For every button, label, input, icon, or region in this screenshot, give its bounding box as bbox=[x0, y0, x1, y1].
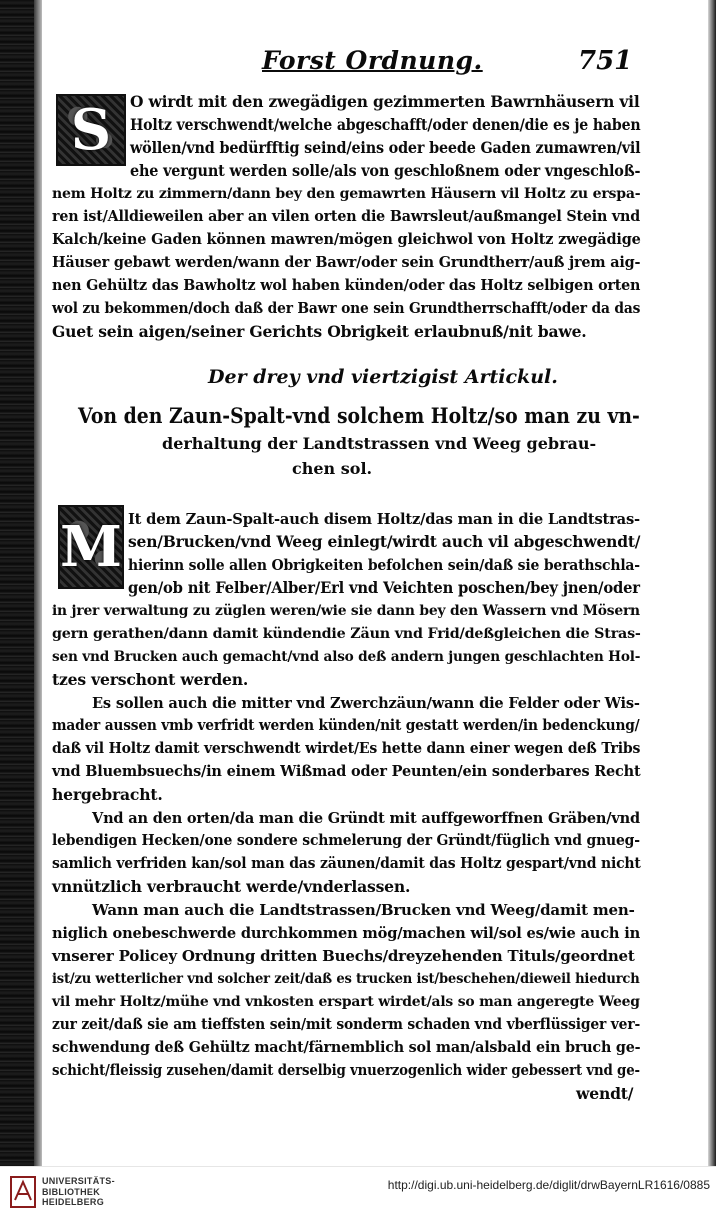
decorated-initial-s: S bbox=[56, 94, 126, 166]
text-line: ist/zu wetterlicher vnd solcher zeit/daß es trucken ist/beschehen/dieweil hiedurch bbox=[52, 971, 640, 987]
library-name-line: HEIDELBERG bbox=[42, 1197, 105, 1207]
text-line: Holtz verschwendt/welche abgeschafft/oder denen/die es je haben bbox=[130, 115, 641, 134]
library-name-line: UNIVERSITÄTS- bbox=[42, 1176, 115, 1186]
text-line: Es sollen auch die mitter vnd Zwerchzäun/wann die Felder oder Wis- bbox=[92, 694, 640, 712]
decorated-initial-m: M bbox=[58, 505, 124, 589]
article-number-heading: Der drey vnd viertzigist Artickul. bbox=[208, 366, 558, 388]
text-line: ren ist/Alldieweilen aber an vilen orten die Bawrsleut/außmangel Stein vnd bbox=[52, 208, 640, 225]
text-line: in jrer verwaltung zu züglen weren/wie sie dann bey den Wassern vnd Mösern bbox=[52, 602, 640, 619]
text-line: Guet sein aigen/seiner Gerichts Obrigkeit erlaubnuß/nit bawe. bbox=[52, 322, 587, 341]
text-line: Häuser gebawt werden/wann der Bawr/oder sein Grundtherr/auß jrem aig- bbox=[52, 254, 641, 271]
text-line: lebendigen Hecken/one sondere schmelerung der Gründt/füglich vnd gnueg- bbox=[52, 832, 640, 849]
text-line: zur zeit/daß sie am tieffsten sein/mit sonderm schaden vnd vberflüssiger ver- bbox=[52, 1016, 641, 1033]
page-right-edge bbox=[708, 0, 716, 1166]
university-library-logo-icon bbox=[10, 1176, 36, 1208]
text-line: sen/Brucken/vnd Weeg einlegt/wirdt auch vil abgeschwendt/ bbox=[128, 532, 641, 551]
text-line: It dem Zaun-Spalt-auch disem Holtz/das man in die Landtstras- bbox=[128, 510, 640, 528]
text-line: sen vnd Brucken auch gemacht/vnd also deß andern jungen geschlachten Hol- bbox=[52, 649, 641, 665]
page-gutter bbox=[34, 0, 42, 1166]
text-line: schwendung deß Gehültz macht/färnemblich sol man/alsbald ein bruch ge- bbox=[52, 1039, 641, 1056]
text-line: gern gerathen/dann damit kündendie Zäun vnd Frid/deßgleichen die Stras- bbox=[52, 625, 641, 642]
text-line: mader aussen vmb verfridt werden künden/nit gestatt werden/in bedenckung/ bbox=[52, 717, 640, 734]
page-left-edge-shadow bbox=[0, 0, 34, 1166]
library-name-line: BIBLIOTHEK bbox=[42, 1186, 100, 1197]
text-line: wöllen/vnd bedürfftig seind/eins oder beede Gaden zumawren/vil bbox=[130, 138, 641, 157]
text-line: Kalch/keine Gaden können mawren/mögen gleichwol von Holtz zwegädige bbox=[52, 231, 641, 248]
text-line: vnnützlich verbraucht werde/vnderlassen. bbox=[52, 877, 411, 896]
permalink-url[interactable]: http://digi.ub.uni-heidelberg.de/diglit/drwBayernLR1616/0885 bbox=[387, 1178, 710, 1192]
article-heading-line: Von den Zaun-Spalt-vnd solchem Holtz/so man zu vn- bbox=[78, 404, 640, 429]
text-line: ehe vergunt werden solle/als von geschloßnem oder vngeschloß- bbox=[130, 161, 641, 180]
library-name bbox=[42, 1176, 115, 1208]
running-header-title: Forst Ordnung. bbox=[262, 46, 483, 75]
page-number: 751 bbox=[578, 46, 633, 76]
text-line: Wann man auch die Landtstrassen/Brucken vnd Weeg/damit men- bbox=[92, 901, 635, 919]
text-line: gen/ob nit Felber/Alber/Erl vnd Veichten poschen/bey jnen/oder bbox=[128, 578, 640, 597]
text-line: wol zu bekommen/doch daß der Bawr one sein Grundtherrschafft/oder da das bbox=[52, 300, 641, 317]
text-line: hierinn solle allen Obrigkeiten befolchen sein/daß sie berathschla- bbox=[128, 556, 640, 574]
text-line: Vnd an den orten/da man die Gründt mit auffgeworffnen Gräben/vnd bbox=[92, 809, 640, 827]
text-line: nem Holtz zu zimmern/dann bey den gemawrten Häusern vil Holtz zu erspa- bbox=[52, 185, 641, 202]
text-line: vnd Bluembsuechs/in einem Wißmad oder Peunten/ein sonderbares Recht bbox=[52, 763, 641, 780]
catchword: wendt/ bbox=[576, 1084, 634, 1103]
article-heading-line: derhaltung der Landtstrassen vnd Weeg gebrau- bbox=[162, 434, 597, 453]
text-line: samlich verfriden kan/sol man das zäunen/damit das Holtz gespart/vnd nicht bbox=[52, 855, 641, 872]
text-line: hergebracht. bbox=[52, 785, 163, 804]
text-line: O wirdt mit den zwegädigen gezimmerten Bawrnhäusern vil bbox=[130, 92, 640, 111]
text-line: daß vil Holtz damit verschwendt wirdet/Es hette dann einer wegen deß Tribs bbox=[52, 740, 641, 757]
text-line: vnserer Policey Ordnung dritten Buechs/dreyzehenden Tituls/geordnet bbox=[52, 947, 635, 965]
text-line: nen Gehültz das Bawholtz wol haben künden/oder das Holtz selbigen orten bbox=[52, 277, 641, 294]
text-line: vil mehr Holtz/mühe vnd vnkosten erspart wirdet/als so man angeregte Weeg bbox=[52, 993, 640, 1010]
article-heading-line: chen sol. bbox=[292, 459, 373, 478]
text-line: tzes verschont werden. bbox=[52, 670, 249, 689]
text-line: niglich onebeschwerde durchkommen mög/machen wil/sol es/wie auch in bbox=[52, 924, 641, 942]
text-line: schicht/fleissig zusehen/damit derselbig vnuerzogenlich wider gebessert vnd ge- bbox=[52, 1062, 640, 1079]
